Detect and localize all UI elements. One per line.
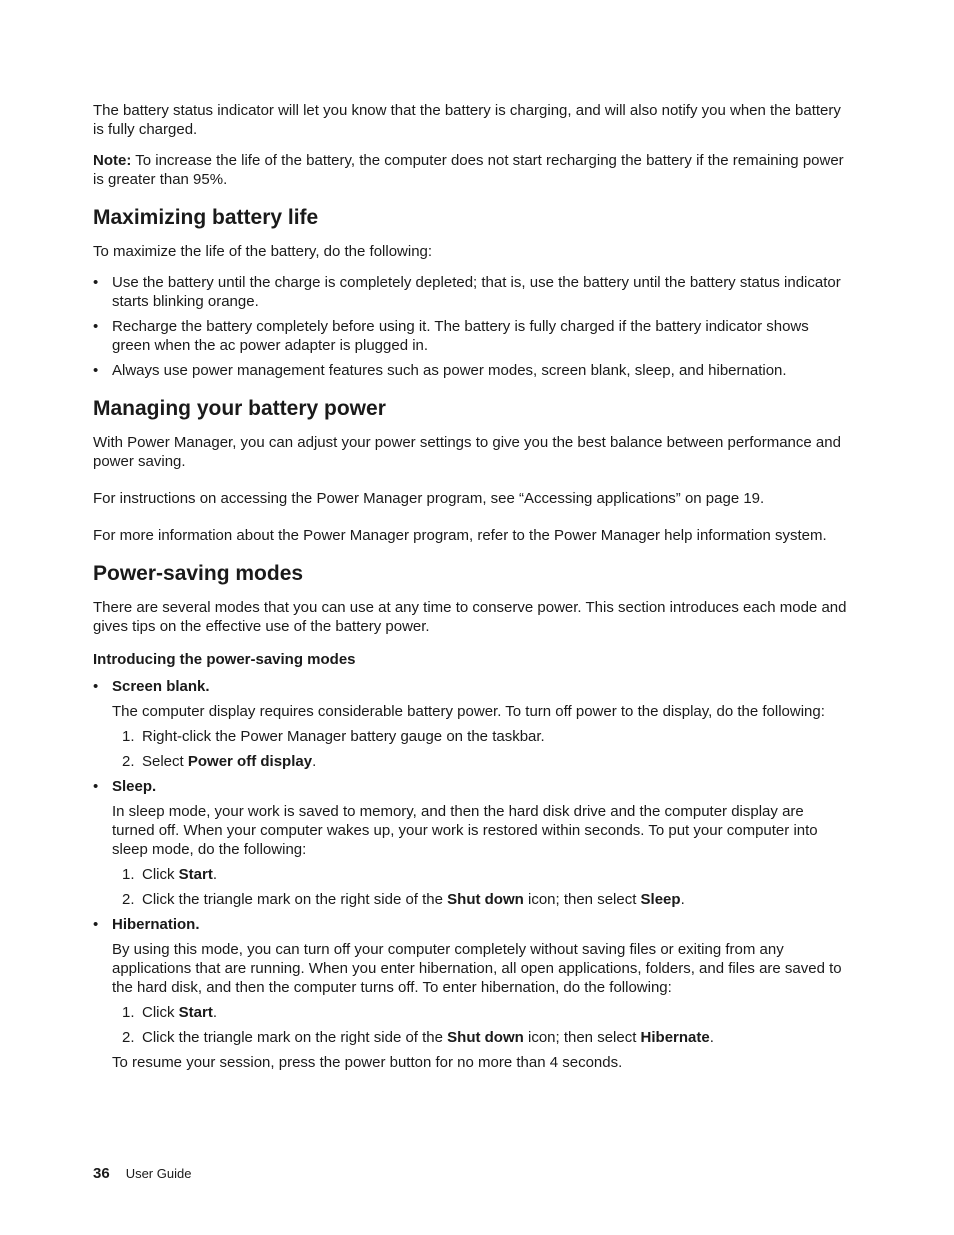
step-item: 2. Click the triangle mark on the right side of the Shut down icon; then select Hibernate. xyxy=(122,1029,714,1046)
screen-blank-steps xyxy=(112,727,849,771)
modes-list xyxy=(93,915,849,934)
sleep-body xyxy=(93,802,849,909)
list-item: • Use the battery until the charge is completely depleted; that is, use the battery until the battery status indicator starts blinking orange. xyxy=(93,273,849,311)
step-number: 2. xyxy=(122,1029,135,1046)
step-item: 1. Right-click the Power Manager battery gauge on the taskbar. xyxy=(122,728,545,745)
screen-blank-desc: The computer display requires considerable battery power. To turn off power to the display, do the following: xyxy=(112,703,825,720)
hibernation-steps xyxy=(112,1003,849,1047)
hibernation-desc: By using this mode, you can turn off your computer completely without saving files or exiting from any applications that are running. When you enter hibernation, all open applications, folders, and files are saved to the hard disk, and then the computer turns off. To enter hibernation, do the following: xyxy=(112,941,842,996)
max-lead: To maximize the life of the battery, do the following: xyxy=(93,243,433,260)
heading-maximizing: Maximizing battery life xyxy=(93,206,319,229)
note-text: To increase the life of the battery, the computer does not start recharging the battery if the remaining power is greater than 95%. xyxy=(93,152,844,188)
step-item: 2. Select Power off display. xyxy=(122,753,317,770)
step-item: 2. Click the triangle mark on the right side of the Shut down icon; then select Sleep. xyxy=(122,891,685,908)
step-number: 2. xyxy=(122,753,135,770)
screen-blank-title: Screen blank. xyxy=(112,678,210,695)
page-footer xyxy=(93,1165,191,1182)
note-paragraph xyxy=(93,151,849,189)
hibernation-title: Hibernation. xyxy=(112,916,200,933)
modes-lead: There are several modes that you can use at any time to conserve power. This section introduces each mode and gives tips on the effective use of the battery power. xyxy=(93,599,847,635)
page-content xyxy=(93,101,849,1078)
modes-list xyxy=(93,677,849,696)
manage-p1: With Power Manager, you can adjust your power settings to give you the best balance between performance and power saving. xyxy=(93,434,841,470)
sleep-steps xyxy=(112,865,849,909)
step-number: 1. xyxy=(122,866,135,883)
step-number: 1. xyxy=(122,728,135,745)
modes-list xyxy=(93,777,849,796)
list-item-screen-blank xyxy=(93,677,849,696)
list-item: • Recharge the battery completely before using it. The battery is fully charged if the battery indicator shows green when the ac power adapter is plugged in. xyxy=(93,317,849,355)
list-item-sleep xyxy=(93,777,849,796)
screen-blank-body xyxy=(93,702,849,771)
manage-p3: For more information about the Power Manager program, refer to the Power Manager help information system. xyxy=(93,527,827,544)
step-item: 1. Click Start. xyxy=(122,1004,218,1021)
list-item-hibernation xyxy=(93,915,849,934)
step-item: 1. Click Start. xyxy=(122,866,218,883)
step-number: 1. xyxy=(122,1004,135,1021)
max-list xyxy=(93,273,849,380)
page-number: 36 xyxy=(93,1165,110,1182)
heading-managing: Managing your battery power xyxy=(93,397,386,420)
footer-title: User Guide xyxy=(125,1166,192,1181)
intro-paragraph: The battery status indicator will let you know that the battery is charging, and will also notify you when the battery is fully charged. xyxy=(93,102,841,138)
hibernation-body xyxy=(93,940,849,1072)
sleep-desc: In sleep mode, your work is saved to memory, and then the hard disk drive and the computer display are turned off. When your computer wakes up, your work is restored within seconds. To put your computer into sleep mode, do the following: xyxy=(112,803,818,858)
heading-power-saving: Power-saving modes xyxy=(93,562,304,585)
manage-p2: For instructions on accessing the Power Manager program, see “Accessing applications” on page 19. xyxy=(93,490,765,507)
hibernation-resume: To resume your session, press the power button for no more than 4 seconds. xyxy=(112,1054,623,1071)
sleep-title: Sleep. xyxy=(112,778,157,795)
subheading-introducing: Introducing the power-saving modes xyxy=(93,651,356,668)
step-number: 2. xyxy=(122,891,135,908)
list-item: • Always use power management features such as power modes, screen blank, sleep, and hibernation. xyxy=(93,361,849,380)
note-label: Note: xyxy=(93,152,132,169)
